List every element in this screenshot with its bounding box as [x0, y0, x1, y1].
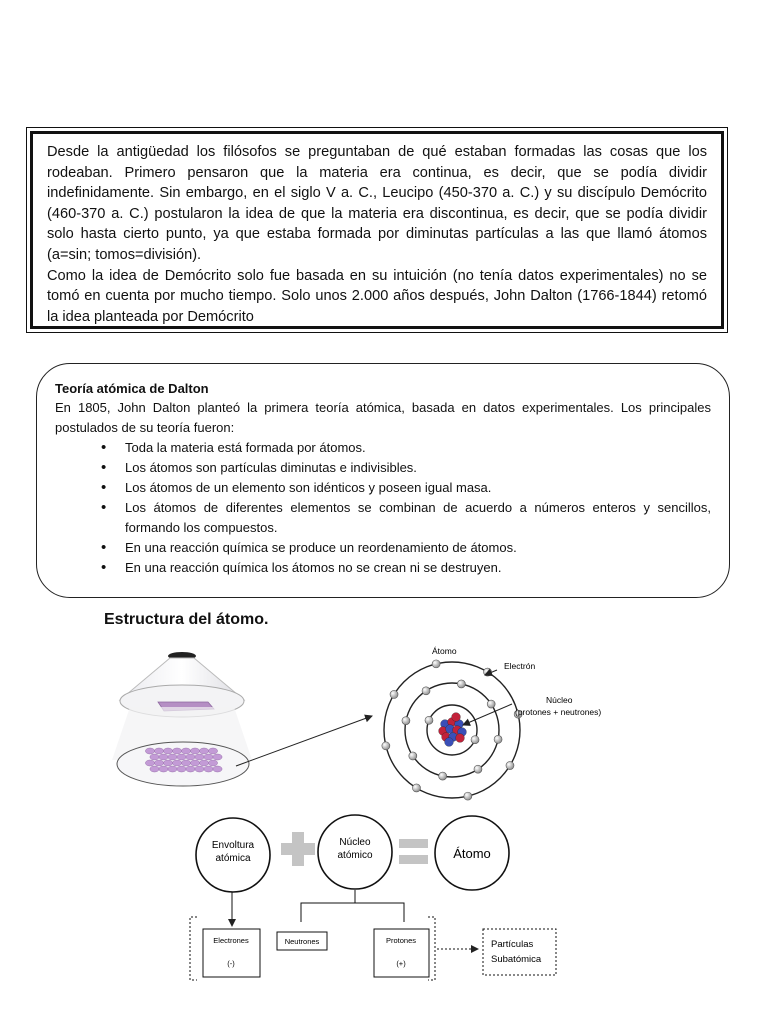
atom-equation: [196, 815, 509, 892]
lattice-atom: [163, 748, 172, 754]
nucleus-pointer: [463, 704, 512, 725]
lattice-atom: [195, 754, 204, 760]
lattice-atom: [163, 760, 172, 766]
lattice-atom: [150, 754, 159, 760]
electron-label: Electrón: [504, 661, 536, 671]
lattice-atom: [208, 748, 217, 754]
lattice-atom: [199, 748, 208, 754]
lattice-atom: [154, 760, 163, 766]
material-zoom-illustration: [112, 652, 252, 786]
electrons-label: Electrones: [213, 936, 249, 945]
nucleus-line1: Núcleo: [339, 837, 371, 848]
nucleus: [439, 713, 467, 747]
lattice-atom: [181, 748, 190, 754]
postulate-item: • En una reacción química los átomos no se crean ni se destruyen.: [55, 558, 711, 578]
electron: [425, 716, 433, 724]
lattice-atom: [186, 766, 195, 772]
result-atom-label: Átomo: [453, 846, 491, 861]
lattice-atom: [145, 748, 154, 754]
equals-sign-bottom: [399, 855, 428, 864]
proton: [452, 713, 461, 722]
lattice-atom: [181, 760, 190, 766]
electron: [474, 765, 482, 773]
electron: [382, 742, 390, 750]
dalton-title: Teoría atómica de Dalton: [55, 381, 209, 396]
proton: [456, 734, 465, 743]
structure-title: Estructura del átomo.: [104, 611, 269, 628]
nucleus-label-line2: (protones + neutrones): [515, 707, 602, 717]
intro-paragraph-2: Como la idea de Demócrito solo fue basada en su intuición (no tenía datos experimentales) no se tomó en cuenta por mucho tiempo. Solo unos 2.000 años después, John Dalton (1766-1844) retomó la idea planteada por Demócrito: [47, 267, 707, 325]
postulate-item: • En una reacción química se produce un reordenamiento de átomos.: [55, 538, 711, 558]
neutrons-label: Neutrones: [284, 937, 320, 946]
atom-model: [382, 646, 602, 800]
lattice-atom: [168, 766, 177, 772]
subatomic-box: [483, 929, 556, 975]
lattice-atom: [190, 748, 199, 754]
lattice-atom: [190, 760, 199, 766]
lattice-atom: [204, 766, 213, 772]
electron: [457, 680, 465, 688]
lattice-atom: [150, 766, 159, 772]
lattice-atom: [199, 760, 208, 766]
left-dotted-bracket: [190, 917, 197, 980]
lattice-atom: [204, 754, 213, 760]
electron: [432, 660, 440, 668]
electron: [471, 736, 479, 744]
electron: [464, 792, 472, 800]
equals-sign-top: [399, 839, 428, 848]
electron: [484, 668, 492, 676]
electron: [412, 784, 420, 792]
nucleus-line2: atómico: [337, 850, 373, 861]
electrons-charge: (-): [227, 959, 235, 968]
subatomic-line1: Partículas: [491, 939, 534, 950]
dalton-intro: En 1805, John Dalton planteó la primera teoría atómica, basada en datos experimentales. Los principales postulados de su teoría fueron:: [55, 400, 711, 435]
electron: [487, 700, 495, 708]
electron: [506, 762, 514, 770]
lattice-atom: [172, 748, 181, 754]
lattice-atom: [145, 760, 154, 766]
lattice-atom: [213, 766, 222, 772]
envelope-line2: atómica: [215, 853, 251, 864]
atom-label: Átomo: [432, 646, 457, 656]
neutron: [445, 738, 454, 747]
envelope-line1: Envoltura: [211, 840, 255, 851]
protons-charge: (+): [396, 959, 406, 968]
lattice-atom: [168, 754, 177, 760]
lattice-atom: [172, 760, 181, 766]
nucleus-bracket: [301, 890, 404, 922]
lattice-atom: [159, 766, 168, 772]
lattice-atom: [154, 748, 163, 754]
lattice-atom: [208, 760, 217, 766]
subatomic-line2: Subatómica: [491, 954, 542, 965]
postulate-item: • Los átomos de diferentes elementos se combinan de acuerdo a números enteros y sencillos, formando los compuestos.: [55, 498, 711, 538]
electron: [409, 752, 417, 760]
postulate-item: • Los átomos son partículas diminutas e indivisibles.: [55, 458, 711, 478]
subatomic-breakdown: [190, 890, 556, 980]
protons-label: Protones: [385, 936, 417, 945]
lattice-atom: [195, 766, 204, 772]
postulate-item: • Los átomos de un elemento son idénticos y poseen igual masa.: [55, 478, 711, 498]
electron: [390, 690, 398, 698]
lattice-atom: [186, 754, 195, 760]
lattice-atom: [177, 754, 186, 760]
lattice-atom: [177, 766, 186, 772]
electron: [402, 717, 410, 725]
electron: [422, 687, 430, 695]
electron: [494, 735, 502, 743]
plus-sign-vertical: [292, 832, 304, 866]
postulate-item: • Toda la materia está formada por átomos.: [55, 438, 711, 458]
lattice-atom: [213, 754, 222, 760]
electron: [439, 772, 447, 780]
atom-lattice: [145, 748, 222, 772]
zoom-arrow: [236, 716, 372, 766]
lattice-atom: [159, 754, 168, 760]
intro-paragraph-1: Desde la antigüedad los filósofos se preguntaban de qué estaban formadas las cosas que los rodeaban. Primero pensaron que la materia era continua, es decir, que se podía dividir indefinidamente. Sin embargo, en el siglo V a. C., Leucipo (450-370 a. C.) y su discípulo Demócrito (460-370 a. C.) postularon la idea de que la materia era discontinua, es decir, que se podía dividir solo hasta cierto punto, ya que estaba formada por diminutas partículas a las que llamó átomos (a=sin; tomos=división).: [47, 144, 707, 263]
nucleus-label-line1: Núcleo: [546, 695, 573, 705]
